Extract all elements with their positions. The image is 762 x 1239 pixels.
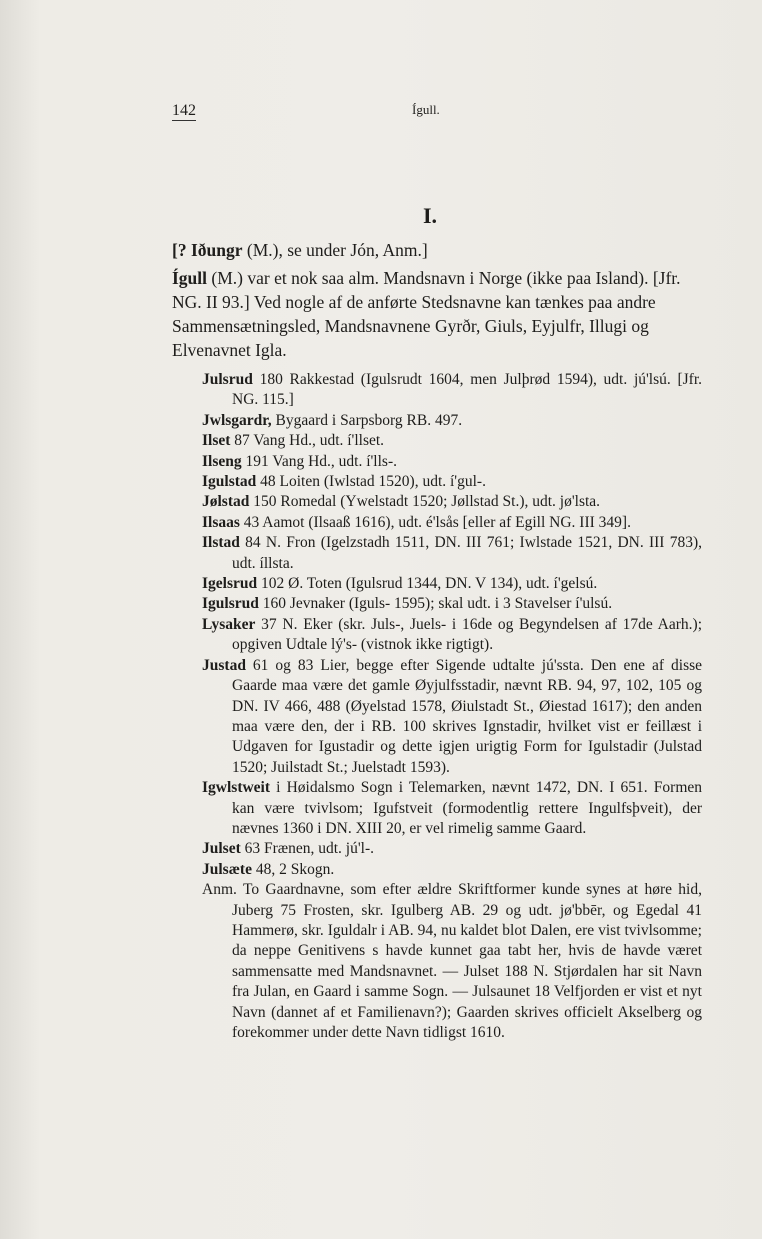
entry-headword: Ilstad xyxy=(202,534,240,552)
entry-text: 191 Vang Hd., udt. í'lls-. xyxy=(245,452,397,470)
place-entry xyxy=(202,778,702,839)
entry-headword: Ilsaas xyxy=(202,513,240,531)
page-body xyxy=(172,238,702,1043)
place-entry xyxy=(202,513,702,533)
entry-text: (M.), se under Jón, Anm.] xyxy=(246,240,428,260)
place-entry xyxy=(202,860,702,880)
entry-text: (M.) var et nok saa alm. Mandsnavn i Norge (ikke paa Island). [Jfr. NG. II 93.] Ved nogle af de anførte Stedsnavne kan tænkes paa andre Sammensætningsled, Mandsnavnene Gyrðr, Giuls, Eyjulfr, Illugi og Elvenavnet Igla. xyxy=(172,268,681,360)
entry-text: 48 Loiten (Iwlstad 1520), udt. í'gul-. xyxy=(260,473,486,491)
entry-text: 63 Frænen, udt. jú'l-. xyxy=(244,840,374,858)
page-header xyxy=(172,102,702,126)
entry-headword: Julsrud xyxy=(202,371,253,388)
entry-headword: Igwlstweit xyxy=(202,779,271,797)
running-title: Ígull. xyxy=(412,102,440,117)
entry-headword: Julset xyxy=(202,840,241,858)
place-entry xyxy=(202,431,702,451)
entry-text: 43 Aamot (Ilsaaß 1616), udt. é'lsås [eller af Egill NG. III 349]. xyxy=(243,513,631,531)
entry-headword: Justad xyxy=(202,656,246,674)
place-entry xyxy=(202,656,702,778)
place-entry xyxy=(202,370,702,411)
place-entry xyxy=(202,492,702,512)
intro-entry xyxy=(172,266,702,362)
place-name-list xyxy=(172,370,702,1043)
place-entry xyxy=(202,411,702,431)
entry-text: 180 Rakkestad (Igulsrudt 1604, men Julþrød 1594), udt. jú'lsú. [Jfr. NG. 115.] xyxy=(232,371,703,409)
entry-text: 48, 2 Skogn. xyxy=(255,860,335,878)
entry-headword: Igelsrud xyxy=(202,575,258,593)
place-entry xyxy=(202,452,702,472)
entry-text: 102 Ø. Toten (Igulsrud 1344, DN. V 134), udt. í'gelsú. xyxy=(261,575,598,593)
note-paragraph xyxy=(202,880,702,1043)
entry-headword: Igulsrud xyxy=(202,595,259,613)
entry-headword: Jølstad xyxy=(202,493,250,511)
entry-text: 61 og 83 Lier, begge efter Sigende udtalte jú'ssta. Den ene af disse Gaarde maa være det gamle Øyjulfsstadir, nævnt RB. 94, 97, 102, 105 og DN. IV 466, 488 (Øyelstad 1578, Øiulstadt St., Øiestad 1617); den anden maa være den, der i RB. 100 skrives Ignstadir, hvilket vist er feillæst i Udgaven for Igustadir og dette igjen urigtig Form for Igulstadir (Julstad 1520; Juilstadt St.; Juelstadt 1593). xyxy=(232,656,703,776)
place-entry xyxy=(202,574,702,594)
entry-headword: Ilseng xyxy=(202,452,242,470)
entry-headword: Julsæte xyxy=(202,860,252,878)
entry-text: i Høidalsmo Sogn i Telemarken, nævnt 1472, DN. I 651. Formen kan være tvivlsom; Igufstveit (formodentlig rettere Ingulfsþveit), der nævnes 1360 i DN. XIII 20, er vel rimelig samme Gaard. xyxy=(232,779,703,837)
place-entry xyxy=(202,615,702,656)
intro-entry xyxy=(172,238,702,262)
note-label: Anm. xyxy=(202,881,237,899)
entry-text: 87 Vang Hd., udt. í'llset. xyxy=(234,432,385,450)
entry-text: 84 N. Fron (Igelzstadh 1511, DN. III 761; Iwlstade 1521, DN. III 783), udt. íllsta. xyxy=(232,534,703,572)
entry-text: Bygaard i Sarpsborg RB. 497. xyxy=(275,411,463,429)
entry-headword: [? Iðungr xyxy=(172,240,243,260)
entry-text: 37 N. Eker (skr. Juls-, Juels- i 16de og Begyndelsen af 17de Aarh.); opgiven Udtale lý's- (vistnok ikke rigtigt). xyxy=(232,615,703,654)
place-entry xyxy=(202,472,702,492)
entry-text: 150 Romedal (Ywelstadt 1520; Jøllstad St.), udt. jø'lsta. xyxy=(253,493,601,511)
entry-text: 160 Jevnaker (Iguls- 1595); skal udt. i 3 Stavelser í'ulsú. xyxy=(262,595,613,613)
place-entry xyxy=(202,533,702,574)
section-heading: I. xyxy=(422,203,438,228)
page-number: 142 xyxy=(172,102,196,119)
place-entry xyxy=(202,594,702,614)
entry-headword: Igulstad xyxy=(202,473,257,491)
note-text: To Gaardnavne, som efter ældre Skriftformer kunde synes at høre hid, Juberg 75 Frosten, skr. Igulberg AB. 29 og udt. jø'bbēr, og Egedal 41 Hammerø, skr. Iguldalr i AB. 94, nu kaldet blot Dalen, ere vist tvivlsomme; da neppe Genitivens s havde kunnet gaa tabt her, hvis de havde været sammensatte med Mandsnavnet. — Julset 188 N. Stjørdalen har sit Navn fra Julan, en Gaard i samme Sogn. — Julsaunet 18 Velfjorden er vist et nyt Navn (dannet af et Familienavn?); Gaarden skrives officielt Akselberg og forekommer under dette Navn tidligst 1610. xyxy=(232,881,702,1041)
place-entry xyxy=(202,839,702,859)
entry-headword: Ilset xyxy=(202,432,231,450)
entry-headword: Jwlsgardr, xyxy=(202,411,272,429)
entry-headword: Ígull xyxy=(172,268,208,288)
entry-headword: Lysaker xyxy=(202,615,256,633)
